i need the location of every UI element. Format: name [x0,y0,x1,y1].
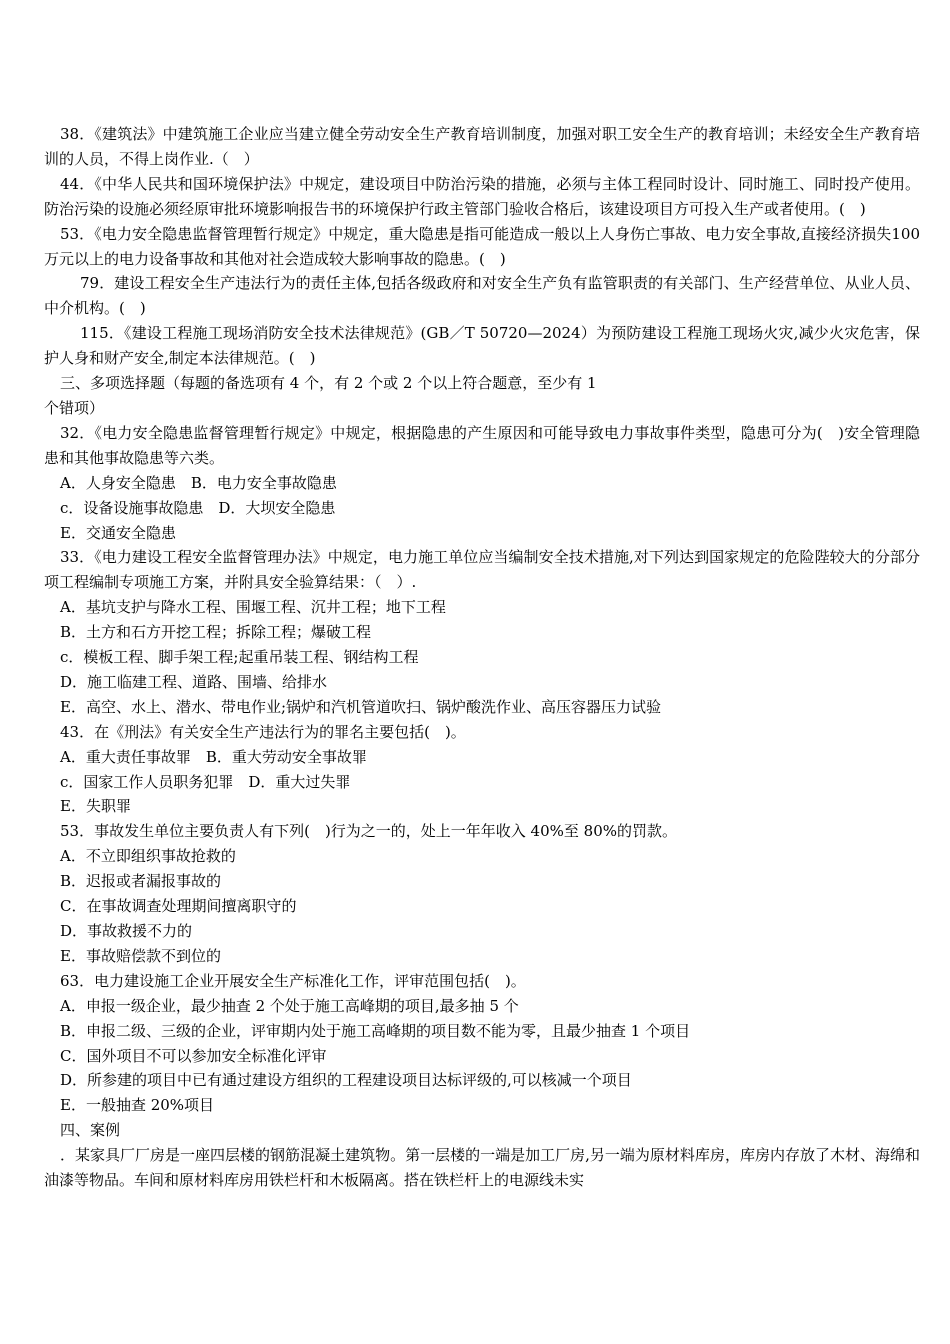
answer-option: E．交通安全隐患 [60,523,176,542]
paragraph: 个错项） [44,398,105,417]
answer-option: c．设备设施事故隐患 D．大坝安全隐患 [60,498,336,517]
paragraph: 43．在《刑法》有关安全生产违法行为的罪名主要包括( )。 [60,722,466,741]
answer-option: D．事故救援不力的 [60,922,193,940]
paragraph: 115．《建设工程施工现场消防安全技术法律规范》(GB／T 50720—2024）为预防建设工程施工现场火灾,减少火灾危害，保护人身和财产安全,制定本法律规范。( ) [44,324,920,368]
answer-option: B．迟报或者漏报事故的 [60,872,222,891]
paragraph: 32．《电力安全隐患监督管理暂行规定》中规定，根据隐患的产生原因和可能导致电力事故事件类型，隐患可分为( )安全管理隐患和其他事故隐患等六类。 [44,423,920,467]
answer-option: E．失职罪 [60,797,131,816]
paragraph: ．某家具厂厂房是一座四层楼的钢筋混凝土建筑物。第一层楼的一端是加工厂房,另一端为原材料库房，库房内存放了木材、海绵和油漆等物品。车间和原材料库房用铁栏杆和木板隔离。搭在铁栏杆上的电源线未实 [44,1146,920,1190]
answer-option: D．所参建的项目中已有通过建设方组织的工程建设项目达标评级的,可以核减一个项目 [60,1071,632,1090]
answer-option: E．高空、水上、潜水、带电作业;锅炉和汽机管道吹扫、锅炉酸洗作业、高压容器压力试验 [60,697,662,716]
answer-option: B．土方和石方开挖工程；拆除工程；爆破工程 [60,623,372,642]
paragraph: 44．《中华人民共和国环境保护法》中规定，建设项目中防治污染的措施，必须与主体工程同时设计、同时施工、同时投产使用。防治污染的设施必须经原审批环境影响报告书的环境保护行政主管部门验收合格后，该建设项目方可投入生产或者使用。( ) [44,174,920,218]
answer-option: C．在事故调查处理期间擅离职守的 [60,897,297,916]
answer-option: B．申报二级、三级的企业，评审期内处于施工高峰期的项目数不能为零，且最少抽查 1 个项目 [60,1021,691,1040]
answer-option: c．模板工程、脚手架工程;起重吊装工程、钢结构工程 [60,648,419,667]
answer-option: E．一般抽查 20%项目 [60,1096,215,1115]
answer-option: A．申报一级企业，最少抽查 2 个处于施工高峰期的项目,最多抽 5 个 [60,996,519,1015]
paragraph: 38．《建筑法》中建筑施工企业应当建立健全劳动安全生产教育培训制度，加强对职工安全生产的教育培训；未经安全生产教育培训的人员，不得上岗作业.（ ） [44,125,920,168]
answer-option: D．施工临建工程、道路、围墙、给排水 [60,672,328,691]
paragraph: 四、案例 [60,1121,121,1140]
paragraph: 33．《电力建设工程安全监督管理办法》中规定，电力施工单位应当编制安全技术措施,对下列达到国家规定的危险陛较大的分部分项工程编制专项施工方案，并附具安全验算结果：（ ）. [44,548,920,592]
answer-option: A．基坑支护与降水工程、围堰工程、沉井工程；地下工程 [60,598,446,617]
paragraph: 63．电力建设施工企业开展安全生产标准化工作，评审范围包括( )。 [60,971,526,990]
answer-option: A．不立即组织事故抢救的 [60,847,236,866]
answer-option: A．重大责任事故罪 B．重大劳动安全事故罪 [60,747,367,766]
paragraph: 79．建设工程安全生产违法行为的责任主体,包括各级政府和对安全生产负有监管职责的有关部门、生产经营单位、从业人员、中介机构。( ) [44,274,920,318]
answer-option: c．国家工作人员职务犯罪 D．重大过失罪 [60,772,351,791]
answer-option: A．人身安全隐患 B．电力安全事故隐患 [60,473,337,492]
answer-option: E．事故赔偿款不到位的 [60,946,221,965]
answer-option: C．国外项目不可以参加安全标准化评审 [60,1046,327,1065]
document-page [44,122,920,1193]
paragraph: 53．事故发生单位主要负责人有下列( )行为之一的，处上一年年收入 40%至 80%的罚款。 [60,822,678,841]
paragraph: 三、多项选择题（每题的备选项有 4 个，有 2 个或 2 个以上符合题意，至少有 1 [60,374,597,393]
paragraph: 53．《电力安全隐患监督管理暂行规定》中规定，重大隐患是指可能造成一般以上人身伤亡事故、电力安全事故,直接经济损失100万元以上的电力设备事故和其他对社会造成较大影响事故的隐患。( ) [44,224,920,268]
